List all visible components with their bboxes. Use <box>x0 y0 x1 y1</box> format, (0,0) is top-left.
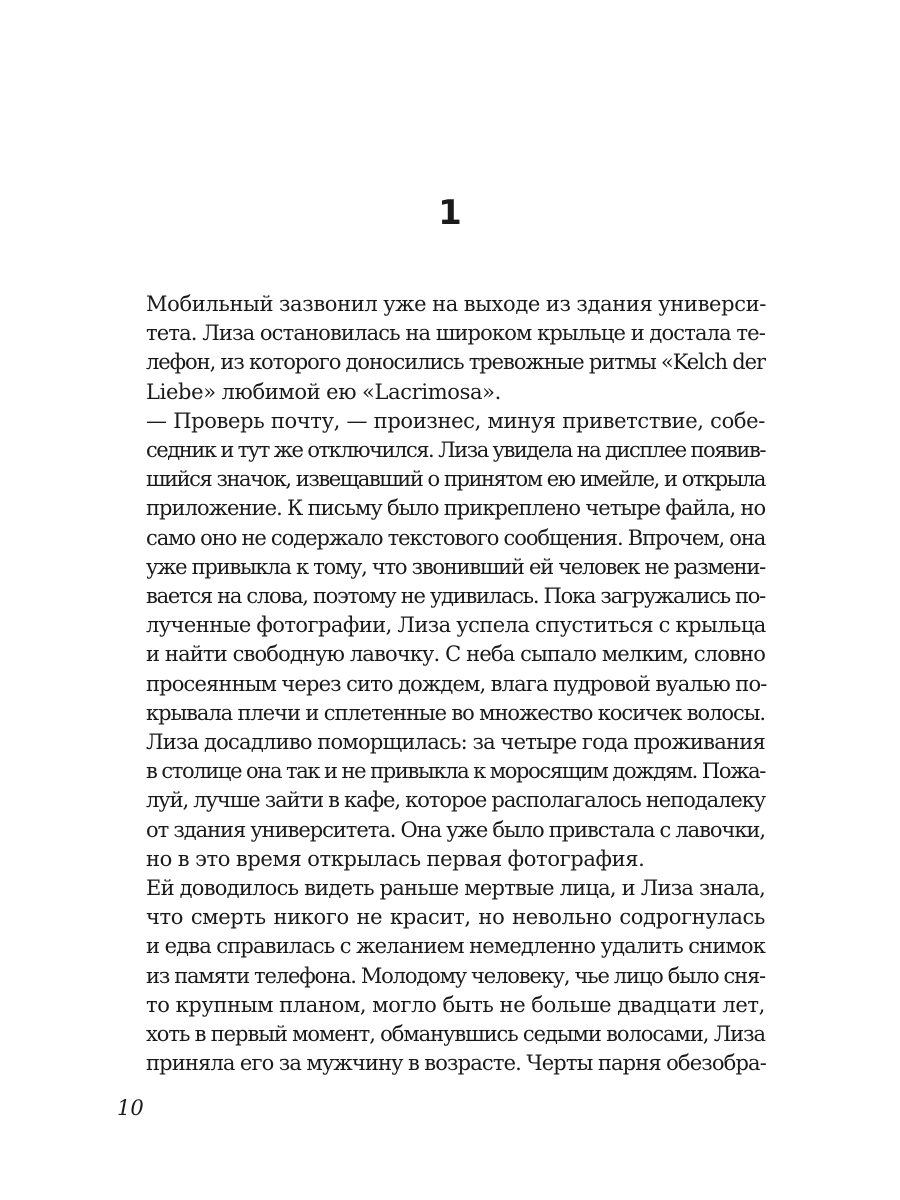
text-line: Liebe» любимой ею «Lacrimosa». <box>146 379 501 404</box>
text-line: приняла его за мужчину в возрасте. Черты парня обезобра- <box>146 1051 766 1076</box>
text-line: от здания университета. Она уже было привстала с лавочки, <box>146 817 765 842</box>
text-line: Ей доводилось видеть раньше мертвые лица, и Лиза знала, <box>146 876 765 901</box>
chapter-text <box>117 290 765 1078</box>
chapter-number: 1 <box>438 193 462 233</box>
paragraph <box>117 874 765 1078</box>
paragraph <box>117 407 765 874</box>
text-line: и найти свободную лавочку. С неба сыпало мелким, словно <box>146 642 765 667</box>
text-line: вается на слова, поэтому не удивилась. Пока загружались по- <box>146 584 765 609</box>
text-line: то крупным планом, могло быть не больше двадцати лет, <box>146 992 765 1017</box>
page-number: 10 <box>117 1096 144 1120</box>
text-line: из памяти телефона. Молодому человеку, чье лицо было сня- <box>146 963 765 988</box>
text-line: уже привыкла к тому, что звонивший ей человек не размени- <box>146 554 765 579</box>
text-line: что смерть никого не красит, но невольно содрогнулась <box>146 905 765 930</box>
text-line: луй, лучше зайти в кафе, которое располагалось неподалеку <box>146 788 766 813</box>
text-line: и едва справилась с желанием немедленно удалить снимок <box>146 934 765 959</box>
text-line: крывала плечи и сплетенные во множество косичек волосы. <box>146 700 765 725</box>
text-line: шийся значок, извещавший о принятом ею имейле, и открыла <box>146 467 765 492</box>
text-line: — Проверь почту, — произнес, минуя приветствие, собе- <box>146 408 765 433</box>
text-line: тета. Лиза остановилась на широком крыльце и достала те- <box>146 321 765 346</box>
text-line: Лиза досадливо поморщилась: за четыре года проживания <box>146 730 765 755</box>
text-line: просеянным через сито дождем, влага пудровой вуалью по- <box>146 671 767 696</box>
text-line: само оно не содержало текстового сообщения. Впрочем, она <box>146 525 766 550</box>
text-line: приложение. К письму было прикреплено четыре файла, но <box>146 496 766 521</box>
text-line: в столице она так и не привыкла к моросящим дождям. Пожа- <box>146 759 765 784</box>
text-line: лученные фотографии, Лиза успела спуститься с крыльца <box>146 613 766 638</box>
text-line: Мобильный зазвонил уже на выходе из здания универси- <box>146 292 767 316</box>
paragraph <box>117 290 765 407</box>
text-line: лефон, из которого доносились тревожные ритмы «Kelch der <box>146 350 765 375</box>
text-line: хоть в первый момент, обманувшись седыми волосами, Лиза <box>146 1022 765 1047</box>
text-line: но в это время открылась первая фотография. <box>146 846 645 871</box>
text-line: седник и тут же отключился. Лиза увидела на дисплее появив- <box>146 438 765 463</box>
